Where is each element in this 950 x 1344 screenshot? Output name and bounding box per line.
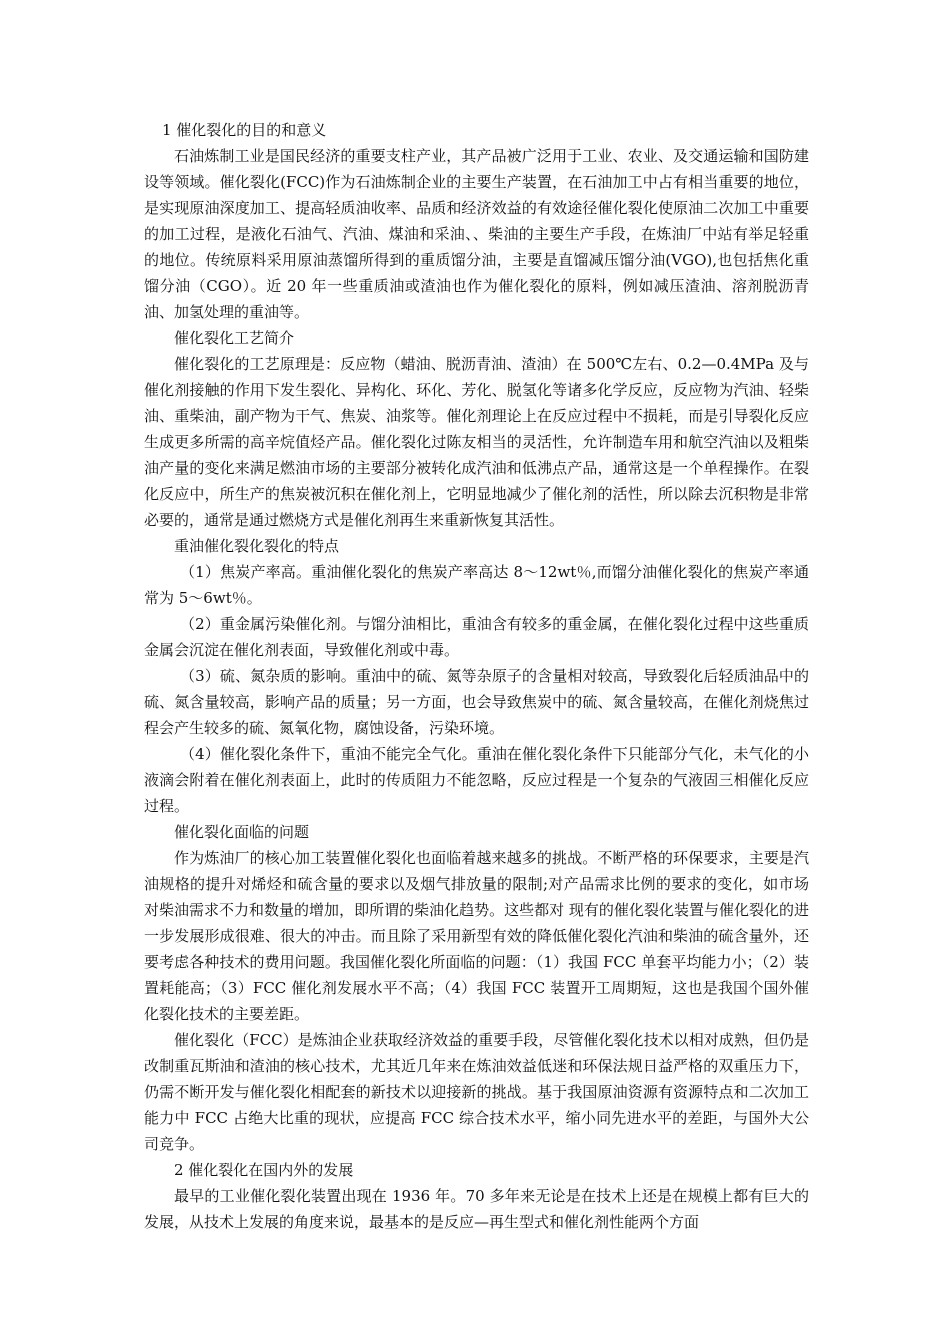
paragraph-process-principle: 催化裂化的工艺原理是：反应物（蜡油、脱沥青油、渣油）在 500℃左右、0.2—0.4MPa 及与催化剂接触的作用下发生裂化、异构化、环化、芳化、脱氢化等诸多化学反应，反应物为汽油、轻柴油、重柴油，副产物为干气、焦炭、油浆等。催化剂理论上在反应过程中不损耗，而是引导裂化反应生成更多所需的高辛烷值烃产品。催化裂化过陈友相当的灵活性，允许制造车用和航空汽油以及粗柴油产量的变化来满足燃油市场的主要部分被转化成汽油和低沸点产品，通常这是一个单程操作。在裂化反应中，所生产的焦炭被沉积在催化剂上，它明显地减少了催化剂的活性，所以除去沉积物是非常必要的，通常是通过燃烧方式是催化剂再生来重新恢复其活性。 [144, 355, 809, 529]
section-heading-2: 2 催化裂化在国内外的发展 [174, 1161, 354, 1179]
section-heading-process-intro: 催化裂化工艺简介 [174, 329, 295, 347]
paragraph-challenges: 作为炼油厂的核心加工装置催化裂化也面临着越来越多的挑战。不断严格的环保要求，主要是汽油规格的提升对烯烃和硫含量的要求以及烟气排放量的限制;对产品需求比例的要求的变化，如市场对柴油需求不力和数量的增加，即所谓的柴油化趋势。这些都对 现有的催化裂化装置与催化裂化的进一步发展形成很难、很大的冲击。而且除了采用新型有效的降低催化裂化汽油和柴油的硫含量外，还要考虑各种技术的费用问题。我国催化裂化所面临的问题：（1）我国 FCC 单套平均能力小；（2）装置耗能高；（3）FCC 催化剂发展水平不高；（4）我国 FCC 装置开工周期短，这也是我国个国外催化裂化技术的主要差距。 [144, 849, 809, 1023]
section-heading-challenges: 催化裂化面临的问题 [174, 823, 310, 841]
section-heading-heavy-oil-features: 重油催化裂化裂化的特点 [174, 537, 340, 555]
paragraph-fcc-purpose: 石油炼制工业是国民经济的重要支柱产业，其产品被广泛用于工业、农业、及交通运输和国防建设等领域。催化裂化(FCC)作为石油炼制企业的主要生产装置，在石油加工中占有相当重要的地位，是实现原油深度加工、提高轻质油收率、品质和经济效益的有效途径催化裂化使原油二次加工中重要的加工过程，是液化石油气、汽油、煤油和采油、、柴油的主要生产手段，在炼油厂中站有举足轻重的地位。传统原料采用原油蒸馏所得到的重质馏分油，主要是直馏减压馏分油(VGO),也包括焦化重馏分油（CGO）。近 20 年一些重质油或渣油也作为催化裂化的原料，例如减压渣油、溶剂脱沥青油、加氢处理的重油等。 [144, 147, 809, 321]
paragraph-history: 最早的工业催化裂化装置出现在 1936 年。70 多年来无论是在技术上还是在规模上都有巨大的发展，从技术上发展的角度来说，最基本的是反应—再生型式和催化剂性能两个方面 [144, 1187, 809, 1231]
list-item-vaporization: （4）催化裂化条件下，重油不能完全气化。重油在催化裂化条件下只能部分气化，未气化的小液滴会附着在催化剂表面上，此时的传质阻力不能忽略，反应过程是一个复杂的气液固三相催化反应过程。 [144, 745, 809, 815]
paragraph-fcc-importance: 催化裂化（FCC）是炼油企业获取经济效益的重要手段，尽管催化裂化技术以相对成熟，但仍是改制重瓦斯油和渣油的核心技术，尤其近几年来在炼油效益低迷和环保法规日益严格的双重压力下，仍需不断开发与催化裂化相配套的新技术以迎接新的挑战。基于我国原油资源有资源特点和二次加工能力中 FCC 占绝大比重的现状，应提高 FCC 综合技术水平，缩小同先进水平的差距，与国外大公司竞争。 [144, 1031, 809, 1153]
section-heading-1: 1 催化裂化的目的和意义 [162, 121, 327, 139]
document-page [144, 117, 809, 1235]
list-item-heavy-metal: （2）重金属污染催化剂。与馏分油相比，重油含有较多的重金属，在催化裂化过程中这些重质金属会沉淀在催化剂表面，导致催化剂或中毒。 [144, 615, 809, 659]
list-item-coke-yield: （1）焦炭产率高。重油催化裂化的焦炭产率高达 8～12wt％,而馏分油催化裂化的焦炭产率通常为 5～6wt％。 [144, 563, 809, 607]
list-item-sulfur-nitrogen: （3）硫、氮杂质的影响。重油中的硫、氮等杂原子的含量相对较高，导致裂化后轻质油品中的硫、氮含量较高，影响产品的质量；另一方面，也会导致焦炭中的硫、氮含量较高，在催化剂烧焦过程会产生较多的硫、氮氧化物，腐蚀设备，污染环境。 [144, 667, 809, 737]
